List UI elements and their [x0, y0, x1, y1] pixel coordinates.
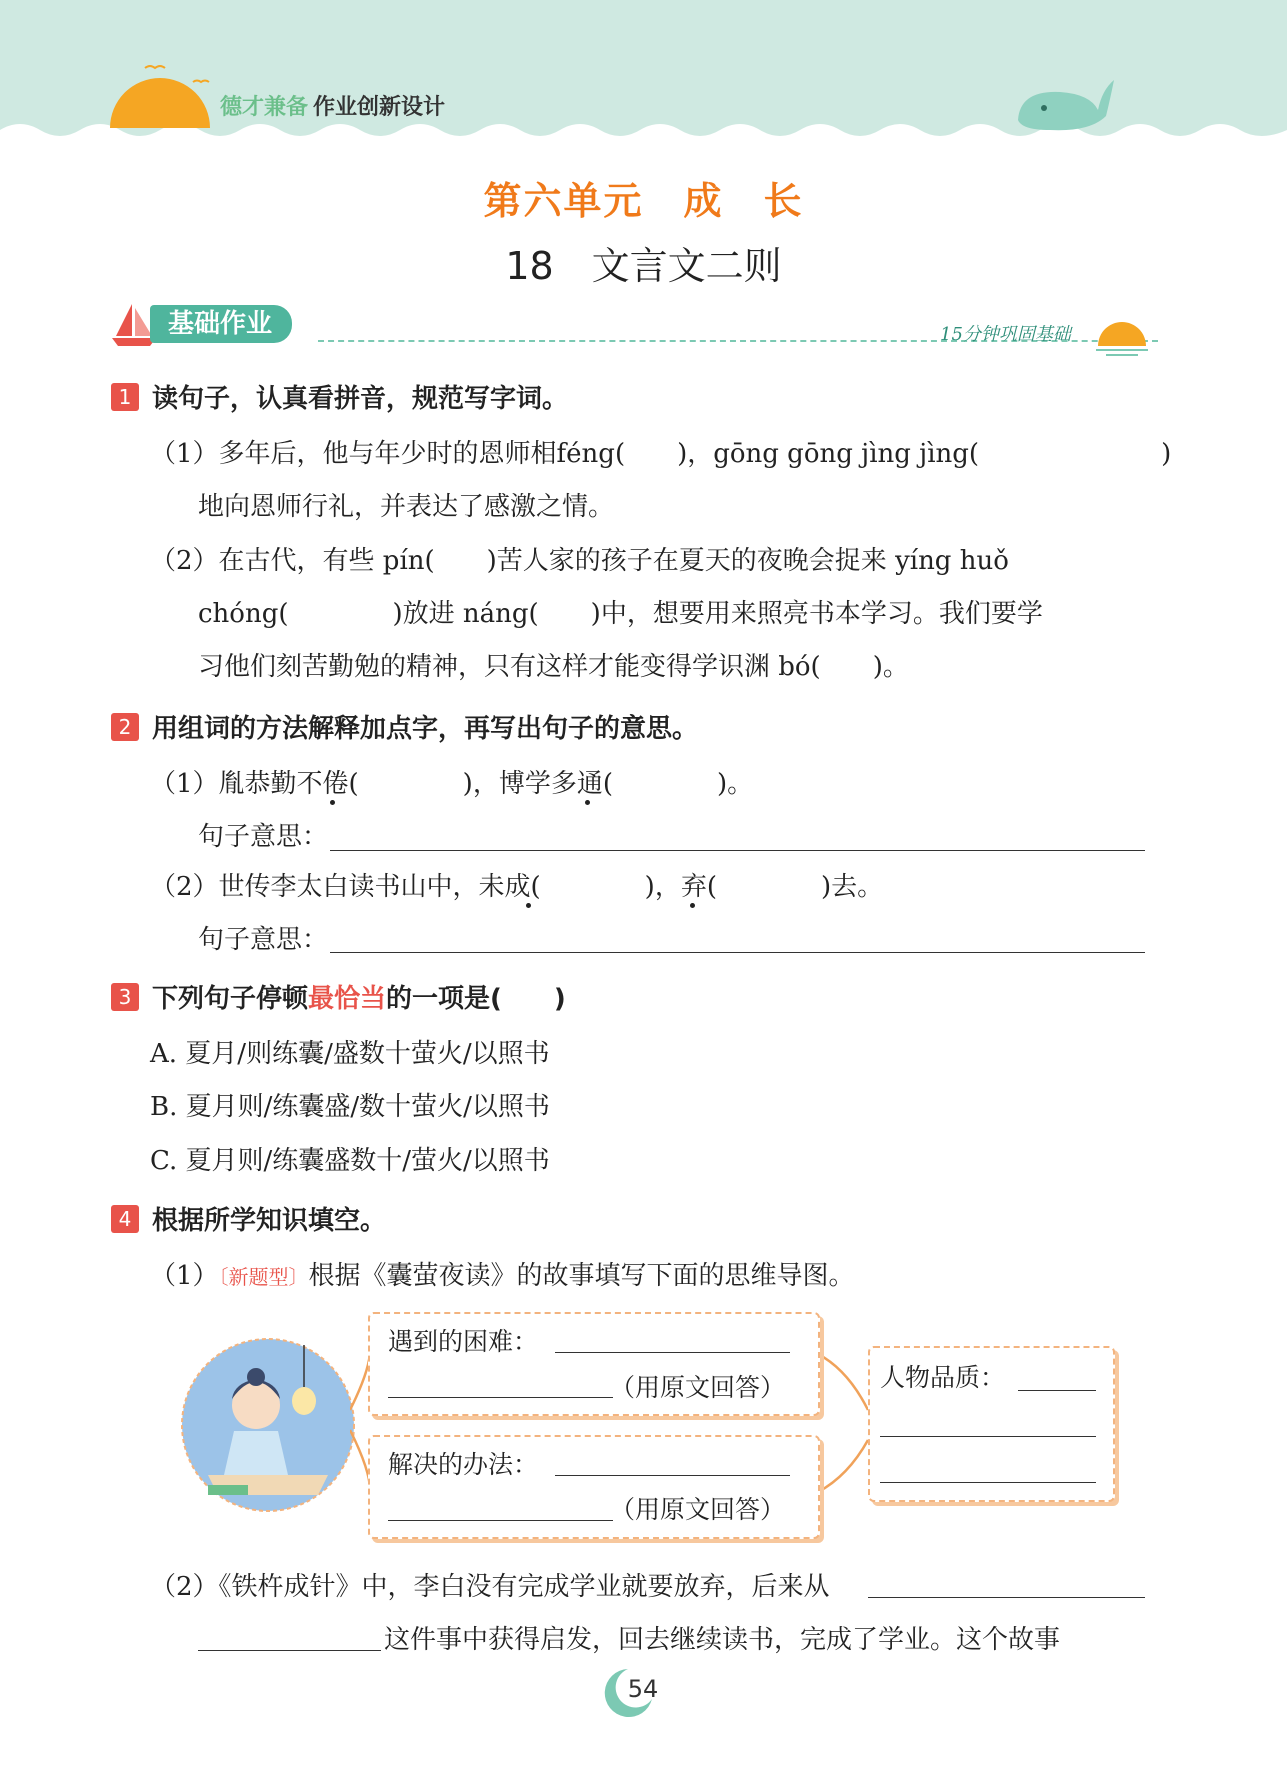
solution-answer-line[interactable]: [555, 1475, 790, 1476]
q3-title-a: 下列句子停顿: [152, 984, 309, 1014]
brand-green-text: 德才兼备: [220, 95, 309, 120]
q4-sub2-line-1: （2）《铁杵成针》中，李白没有完成学业就要放弃，后来从: [150, 1572, 830, 1602]
difficulty-label: 遇到的困难：: [388, 1327, 539, 1356]
q1-title: 读句子，认真看拼音，规范写字词。: [152, 384, 569, 414]
solution-answer-line-2[interactable]: [388, 1520, 613, 1521]
q4-sub1-prefix: （1）: [150, 1261, 219, 1291]
emphasis-dot: [690, 903, 695, 908]
q4-sub1-text: 根据《囊萤夜读》的故事填写下面的思维导图。: [308, 1261, 855, 1291]
q2-line-1: （1）胤恭勤不倦( )，博学多通( )。: [150, 769, 754, 799]
page-number: 54: [627, 1675, 659, 1703]
q4-sub1: [150, 1255, 855, 1292]
q3-title-emphasis: 最恰当: [308, 984, 387, 1014]
difficulty-answer-line-2[interactable]: [388, 1397, 613, 1398]
difficulty-answer-line[interactable]: [555, 1352, 790, 1353]
q3-title: [152, 978, 566, 1015]
quality-answer-line-2[interactable]: [880, 1436, 1096, 1437]
q3-number: 3: [111, 983, 139, 1011]
unit-title: 第六单元 成 长: [483, 179, 804, 223]
student-illustration: [178, 1335, 358, 1515]
brand-dark-text: 作业创新设计: [313, 95, 446, 120]
difficulty-hint: （用原文回答）: [610, 1373, 786, 1402]
q2-number: 2: [111, 713, 139, 741]
quality-answer-line-3[interactable]: [880, 1482, 1096, 1483]
emphasis-dot: [585, 800, 590, 805]
q1-line-4: chóng( )放进 náng( )中，想要用来照亮书本学习。我们要学: [198, 599, 1043, 629]
emphasis-dot: [526, 903, 531, 908]
q2-meaning-label-2: 句子意思：: [198, 925, 329, 955]
q3-option-b[interactable]: B. 夏月则/练囊盛/数十萤火/以照书: [150, 1092, 550, 1122]
q3-title-b: 的一项是( ): [386, 984, 566, 1014]
sun-icon: [105, 60, 215, 130]
q3-option-c[interactable]: C. 夏月则/练囊盛数十/萤火/以照书: [150, 1146, 550, 1176]
q2-answer-line-2[interactable]: [330, 952, 1145, 953]
quality-answer-line-1[interactable]: [1018, 1390, 1096, 1391]
emphasis-dot: [330, 800, 335, 805]
q4-title: 根据所学知识填空。: [152, 1206, 387, 1236]
q2-meaning-label-1: 句子意思：: [198, 822, 329, 852]
q1-number: 1: [111, 383, 139, 411]
q1-line-5: 习他们刻苦勤勉的精神，只有这样才能变得学识渊 bó( )。: [198, 652, 909, 682]
q2-title: 用组词的方法解释加点字，再写出句子的意思。: [152, 714, 699, 744]
solution-label: 解决的办法：: [388, 1450, 539, 1479]
lesson-title: 18 文言文二则: [505, 244, 782, 288]
solution-hint: （用原文回答）: [610, 1495, 786, 1524]
whale-icon: [1010, 70, 1120, 135]
sunset-icon: [1092, 318, 1152, 358]
q4-sub2-answer-line-2[interactable]: [198, 1650, 381, 1651]
q1-line-3: （2）在古代，有些 pín( )苦人家的孩子在夏天的夜晚会捉来 yíng huǒ: [150, 546, 1009, 576]
q1-line-1: （1）多年后，他与年少时的恩师相féng( )，gōng gōng jìng jìng( ): [150, 439, 1172, 469]
q1-line-2: 地向恩师行礼，并表达了感激之情。: [198, 492, 615, 522]
quality-label: 人物品质：: [880, 1363, 1006, 1392]
q2-line-2: （2）世传李太白读书山中，未成( )，弃( )去。: [150, 872, 884, 902]
q2-answer-line-1[interactable]: [330, 850, 1145, 851]
q4-number: 4: [111, 1205, 139, 1233]
q4-sub2-answer-line-1[interactable]: [868, 1597, 1145, 1598]
q4-sub2-line-2: 这件事中获得启发，回去继续读书，完成了学业。这个故事: [384, 1625, 1061, 1655]
section-label: 基础作业: [150, 305, 292, 343]
new-type-tag: 〔新题型〕: [218, 1265, 309, 1289]
section-note: 15分钟巩固基础: [940, 324, 1071, 345]
q3-option-a[interactable]: A. 夏月/则练囊/盛数十萤火/以照书: [150, 1039, 550, 1069]
